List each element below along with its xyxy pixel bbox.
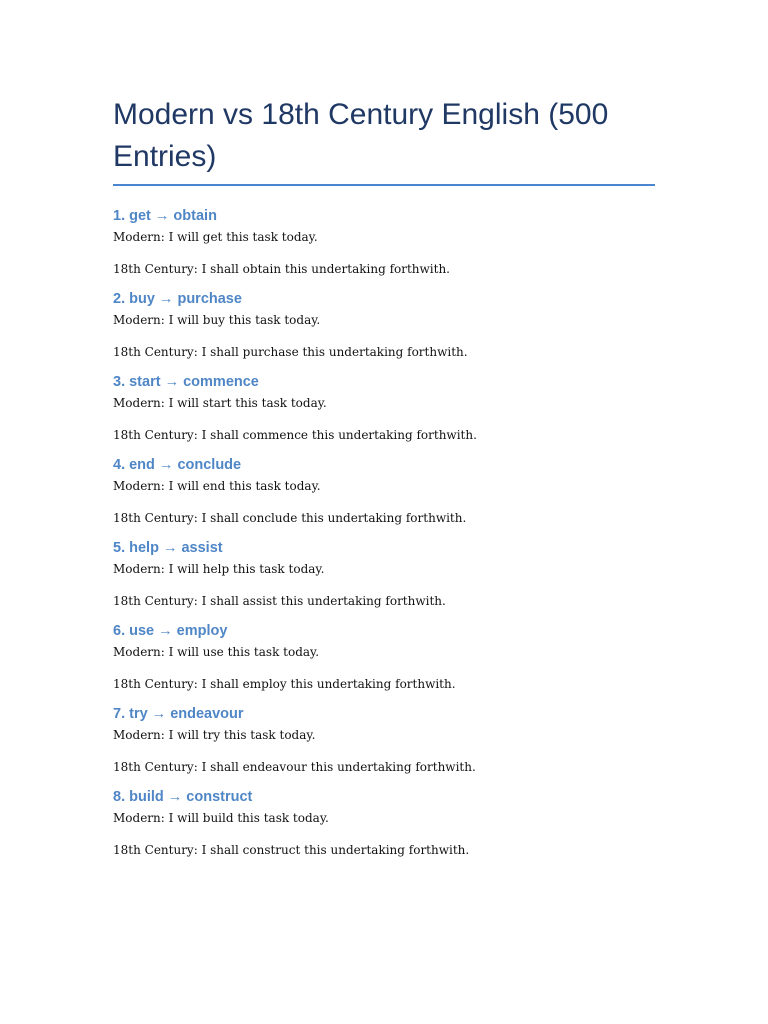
entry-heading: 5. help → assist <box>113 540 223 556</box>
modern-sentence: Modern: I will buy this task today. <box>113 313 321 327</box>
entry-heading: 8. build → construct <box>113 789 253 805</box>
entry-heading: 6. use → employ <box>113 623 228 639</box>
entry-item <box>113 455 655 527</box>
entry-item <box>113 206 655 278</box>
entry-item <box>113 621 655 693</box>
modern-sentence: Modern: I will build this task today. <box>113 811 329 825</box>
entry-item <box>113 538 655 610</box>
modern-sentence: Modern: I will get this task today. <box>113 230 318 244</box>
entry-item <box>113 704 655 776</box>
century-sentence: 18th Century: I shall endeavour this undertaking forthwith. <box>113 760 476 774</box>
entry-item <box>113 372 655 444</box>
entry-list <box>113 206 655 859</box>
century-sentence: 18th Century: I shall commence this undertaking forthwith. <box>113 428 477 442</box>
century-sentence: 18th Century: I shall assist this undertaking forthwith. <box>113 594 446 608</box>
century-sentence: 18th Century: I shall conclude this undertaking forthwith. <box>113 511 467 525</box>
century-sentence: 18th Century: I shall employ this undertaking forthwith. <box>113 677 456 691</box>
entry-heading: 7. try → endeavour <box>113 706 244 722</box>
modern-sentence: Modern: I will start this task today. <box>113 396 327 410</box>
modern-sentence: Modern: I will try this task today. <box>113 728 316 742</box>
entry-heading: 1. get → obtain <box>113 208 217 224</box>
entry-item <box>113 289 655 361</box>
modern-sentence: Modern: I will use this task today. <box>113 645 320 659</box>
century-sentence: 18th Century: I shall obtain this undertaking forthwith. <box>113 262 450 276</box>
document-page <box>113 94 655 870</box>
century-sentence: 18th Century: I shall purchase this undertaking forthwith. <box>113 345 468 359</box>
modern-sentence: Modern: I will end this task today. <box>113 479 321 493</box>
entry-heading: 3. start → commence <box>113 374 259 390</box>
modern-sentence: Modern: I will help this task today. <box>113 562 325 576</box>
century-sentence: 18th Century: I shall construct this undertaking forthwith. <box>113 843 470 857</box>
entry-item <box>113 787 655 859</box>
document-title: Modern vs 18th Century English (500 Entries) <box>113 94 655 186</box>
entry-heading: 2. buy → purchase <box>113 291 242 307</box>
entry-heading: 4. end → conclude <box>113 457 242 473</box>
